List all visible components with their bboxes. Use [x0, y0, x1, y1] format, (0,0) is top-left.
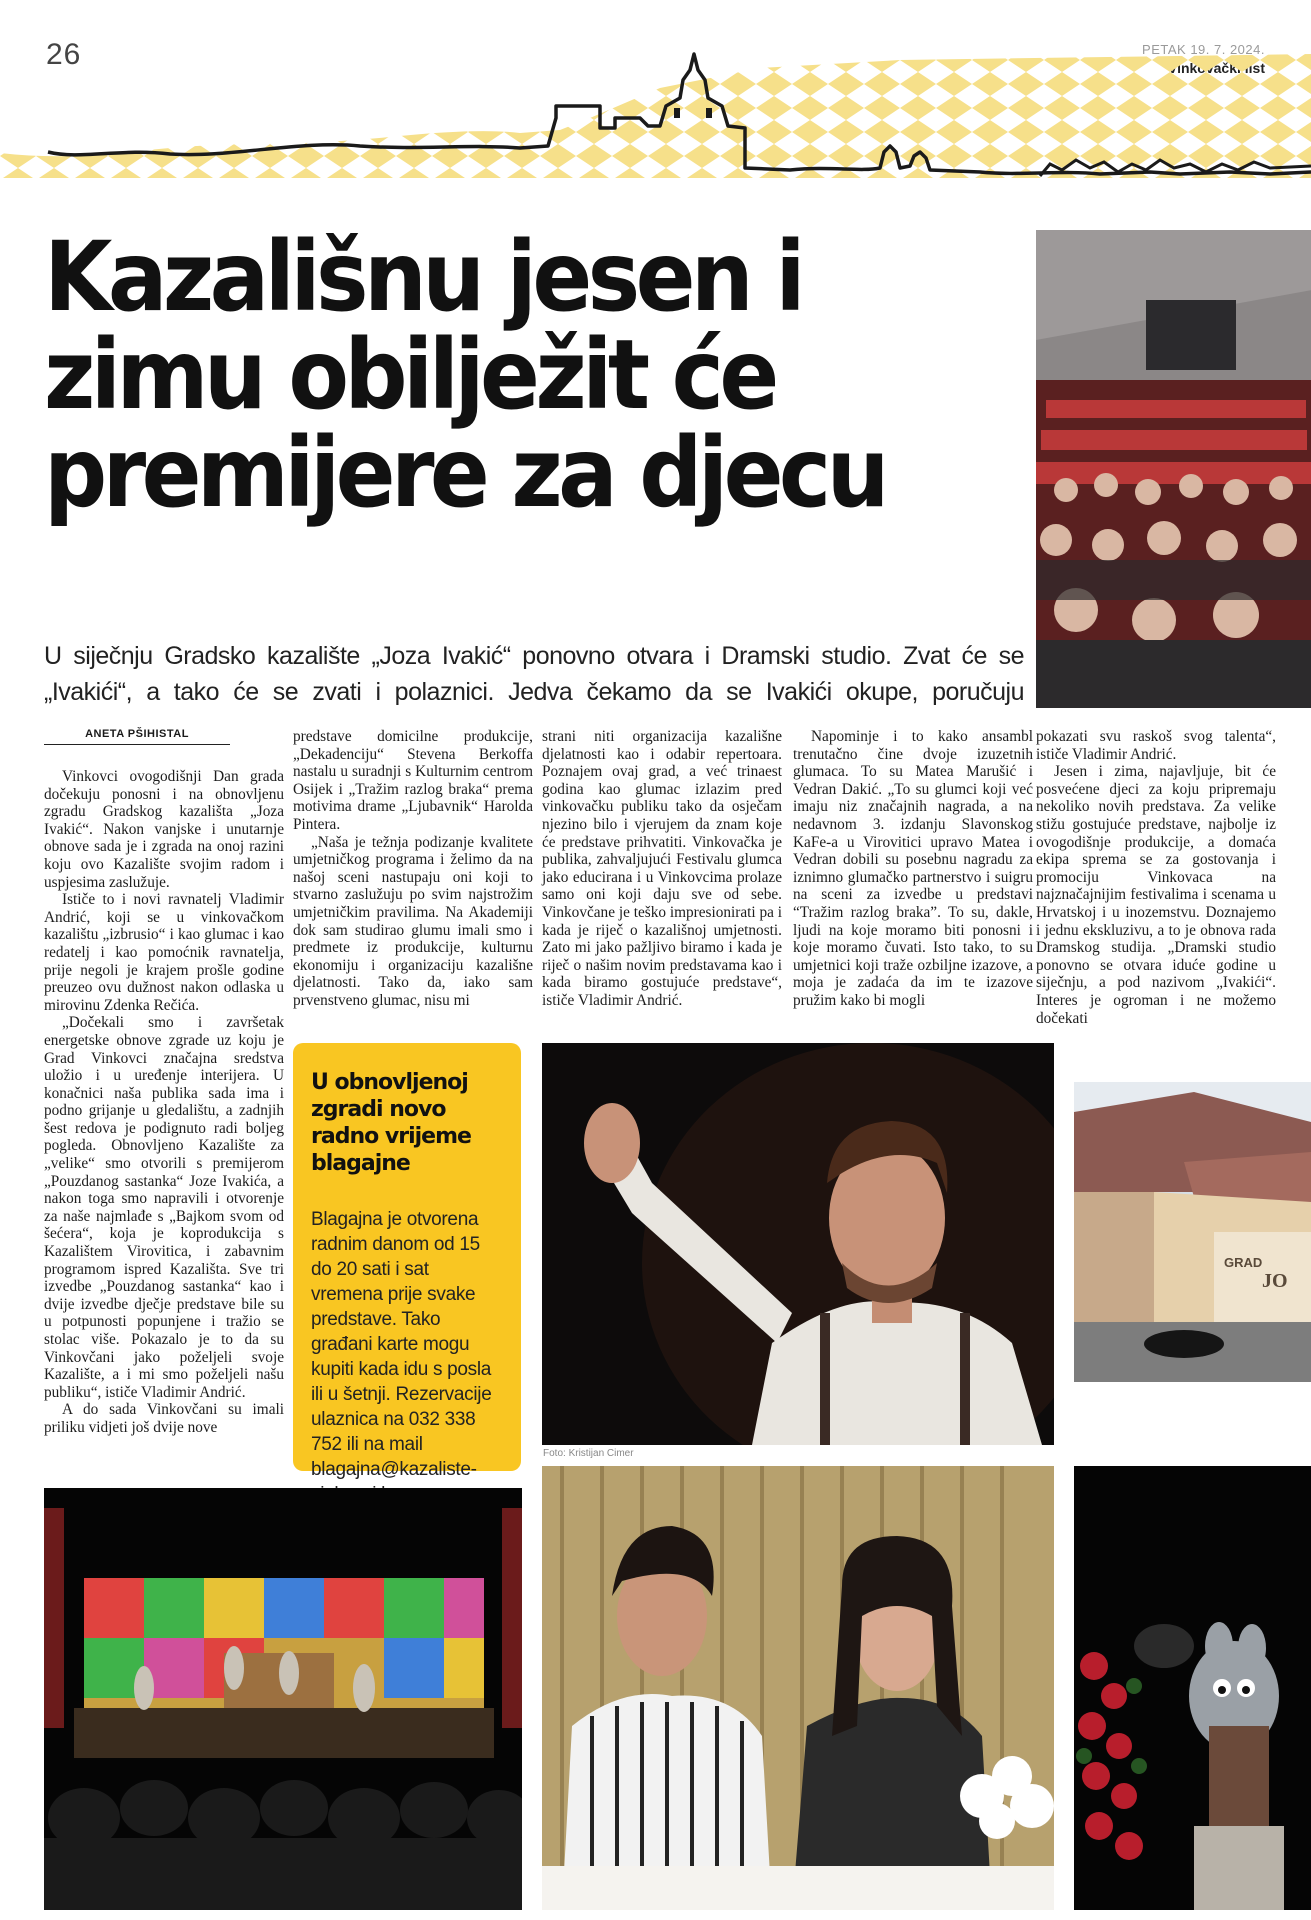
infobox-text: Blagajna je otvorena radnim danom od 15 do 20 sati i sat vremena prije svake predstave. Tako građani karte mogu kupiti kada idu s posla ili u šetnji. Rezervacije ulaznica na 032 338 752 ili na mail blagajna@kazaliste-	[311, 1209, 492, 1480]
photo-credit: Foto: Kristijan Cimer	[543, 1448, 634, 1459]
ticket-office-infobox	[293, 1043, 521, 1480]
stage-performance-photo	[44, 1488, 522, 1910]
headline-line: Kazališnu jesen i	[44, 221, 802, 333]
paragraph: Napominje i to kako ansambl trenutačno čine dvoje izuzetnih glumaca. To su Matea Marušić i Vedran Dakić. „To su glumci koji već imaju niz značajnih nagrada, a na nedavnom 3. izdanju Slavonskog KaFe-a u Virovitici upravo Matea i Vedran dobili su posebnu nagradu za iznimno glumačko partnerstvo i suigru na sceni za izvedbe u predstavi “Tražim razlog braka”. To su, dakle, ljudi na koje moramo biti ponosni i koje moramo čuvati. Isto tako, to su umjetnici koji traže ozbiljne izazove, a moja je zadaća da im te izazove pružim kako bi mogli	[793, 728, 1033, 1009]
paragraph: Jesen i zima, najavljuje, bit će posvećene djeci za koju pripremaju nekoliko novih predstava. Za velike stižu gostujuće predstave, najbolje iz ovogodišnje produkcije, a domaća ekipa sprema se za gostovanja i promociju Vinkovaca na najznačajnijim festivalima i scenama u Hrvatskoj i u inozemstvu. Doznajemo i jednu ekskluzivu, a to je obnova rada Dramskog studija. „Dramski studio ponovno se otvara iduće godine u siječnju, a pod nazivom „Ivakići“. Interes je ogroman i ne možemo dočekati	[1036, 763, 1276, 1027]
paragraph: „Dočekali smo i završetak energetske obnove zgrade uz koju je Grad Vinkovci značajna sredstva uložio i u uređenje interijera. U konačnici naša publika sada ima i podno grijanje u gledalištu, a zadnjih šest redova je podignuto radi boljeg pogleda. Obnovljeno Kazalište za „velike“ smo otvorili s premijerom „Pouzdanog sastanka“ Joze Ivakića, a nakon toga smo napravili i otvorenje za naše najmlađe s „Bajkom svom od šećera“, koja je koprodukcija s Kazalištem Virovitica, i zabavnim programom ispred Kazališta. Sve tri izvedbe „Pouzdanog sastanka“ kao i dvije izvedbe dječje predstave bile su u potpunosti popunjene i tražio se stolac više. Pokazalo je to da su Vinkovčani jako poželjeli svoje Kazalište, a i mi smo poželjeli našu publiku“, ističe Vladimir Andrić.	[44, 1014, 284, 1401]
article-column-2	[293, 728, 533, 1010]
article-column-1	[44, 768, 284, 1437]
actor-photo	[542, 1043, 1054, 1445]
article-column-4	[793, 728, 1033, 1010]
puppet-show-photo	[1074, 1466, 1311, 1910]
paragraph: pokazati svu raskoš svog talenta“, ističe Vladimir Andrić.	[1036, 728, 1276, 763]
paragraph: Ističe to i novi ravnatelj Vladimir Andrić, koji se u vinkovačkom kazalištu „izbrusio“ i kao glumac i kao redatelj i kao pomoćnik ravnatelja, prije negoli je krajem prošle godine preuzeo ovu dužnost nakon odlaska u mirovinu Zdenka Rečića.	[44, 891, 284, 1014]
theatre-building-photo	[1074, 1082, 1311, 1382]
issue-date: PETAK 19. 7. 2024.	[1142, 42, 1265, 57]
paragraph: strani niti organizacija kazališne djelatnosti kao i odabir repertoara. Poznajem ovaj grad, a već trinaest godina kao glumac izlazim pred vinkovačku publiku tako da osječam njezino bilo i vjerujem da znam koje će predstave prihvatiti. Vinkovačka je publika, zahvaljujući Festivalu glumca jako educirana i u Vinkovcima prolaze samo oni koji daju sve od sebe. Vinkovčane je teško impresionirati pa i kada je riječ o kazališnoj umjetnosti. Zato mi jako pažljivo biramo i kada je riječ o našim novim predstavama kao i kada biramo gostujuće predstave“, ističe Vladimir Andrić.	[542, 728, 782, 1009]
building-sign-text: GRAD	[1224, 1255, 1263, 1270]
paragraph: predstave domicilne produkcije, „Dekadenciju“ Stevena Berkoffa nastalu u suradnji s Kulturnim centrom Osijek i „Tražim razlog braka“ prema motivima drame „Ljubavnik“ Harolda Pintera.	[293, 728, 533, 833]
paragraph: A do sada Vinkovčani su imali priliku vidjeti još dvije nove	[44, 1401, 284, 1436]
audience-photo	[1036, 230, 1311, 708]
page-number: 26	[46, 38, 82, 71]
article-deck: U siječnju Gradsko kazalište „Joza Ivakić“ ponovno otvara i Dramski studio. Zvat će se „Ivakići“, a tako će se zvati i polaznici. Jedva čekamo da se Ivakići okupe, poručuju	[44, 642, 1024, 706]
paragraph: Vinkovci ovogodišnji Dan grada dočekuju ponosni i na obnovljenu zgradu Gradskog kazališta „Joza Ivakić“. Nakon vanjske i unutarnje obnove sada je i zgrada na onoj razini koju ovo Kazalište svojim radom i uspjesima zaslužuje.	[44, 768, 284, 891]
headline-line: zimu obilježit će	[44, 319, 775, 431]
article-headline	[44, 221, 946, 529]
skyline-illustration	[0, 48, 1311, 208]
article-column-5	[1036, 728, 1276, 1027]
author-byline: ANETA PŠIHISTAL	[44, 728, 230, 745]
headline-line: premijere za djecu	[44, 417, 885, 529]
article-column-3	[542, 728, 782, 1010]
infobox-title: U obnovljenoj zgradi novo radno vrijeme blagajne	[311, 1070, 471, 1176]
building-sign-text: JO	[1262, 1270, 1288, 1292]
actors-press-photo	[542, 1466, 1054, 1910]
paragraph: „Naša je težnja podizanje kvalitete umjetničkog programa i želimo da na našoj sceni nastupaju oni koji to stvarno zaslužuju po svim najstrožim umjetničkim pravilima. Na Akademiji dok sam studirao glumu imali smo i predmete iz produkcije, kulturnu ekonomiju i organizaciju kazališne djelatnosti. Tako da, iako sam prvenstveno glumac, nisu mi	[293, 833, 533, 1009]
